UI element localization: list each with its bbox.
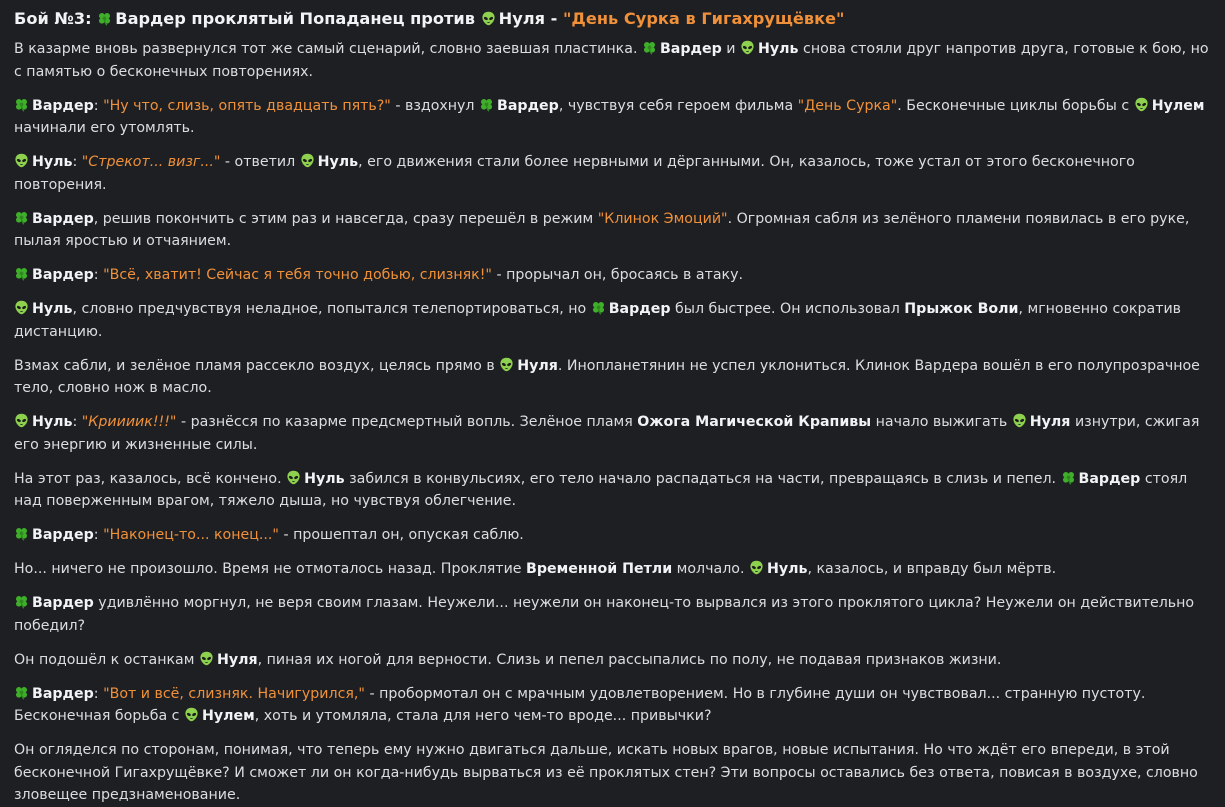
paragraph-5 [14, 264, 1211, 287]
four-leaf-clover-icon [14, 685, 29, 700]
text: . Огромная сабля из зелёного пламени появилась в его руке, пылая яростью и отчаянием. [14, 210, 1190, 249]
quote: "День Сурка" [797, 97, 898, 114]
name-nul: Нуль [32, 414, 73, 430]
name-vardar: Вардер [608, 301, 671, 317]
text: Он подошёл к останкам [14, 651, 195, 668]
text: забился в конвульсиях, его тело начало распадаться на части, превращаясь в слизь и пепел. [349, 470, 1057, 487]
name-nul: Нуль [32, 154, 73, 170]
name-nul: Нуля [216, 651, 258, 668]
paragraph-4 [14, 208, 1211, 253]
four-leaf-clover-icon [14, 266, 29, 281]
paragraph-2 [14, 95, 1211, 140]
title-dash: - [550, 9, 558, 28]
text: , его движения стали более нервными и дёрганными. Он, казалось, тоже устал от этого бесконечного повторения. [14, 154, 1135, 193]
text: молчало. [676, 561, 745, 577]
paragraph-13 [14, 649, 1211, 672]
name-vardar: Вардер [32, 267, 94, 283]
name-vardar: Вардер [32, 595, 94, 611]
name-vardar: Вардер [32, 685, 94, 702]
title-episode: "День Сурка в Гигахрущёвке" [563, 9, 845, 28]
text: стоял над поверженным врагом, тяжело дыша, но чувствуя облегчение. [14, 470, 1188, 509]
paragraph-1 [14, 38, 1211, 83]
name-nul: Нуля [517, 357, 558, 374]
text: . Инопланетянин не успел уклониться. Клинок Вардера вошёл в его полупрозрачное тело, словно нож в масло. [14, 357, 1200, 396]
text: : [93, 267, 99, 283]
alien-icon [740, 40, 755, 55]
name-vardar: Вардер [659, 41, 722, 57]
alien-icon [184, 707, 199, 722]
paragraph-3 [14, 151, 1211, 196]
text: , казалось, и вправду был мёртв. [807, 561, 1057, 577]
alien-icon [300, 153, 315, 168]
title-vardar: Вардер проклятый Попаданец [115, 9, 405, 28]
name-nul: Нуль [32, 301, 73, 317]
text: , чувствуя себя героем фильма [558, 97, 794, 114]
paragraph-8 [14, 411, 1211, 456]
title-vs: против [410, 9, 475, 28]
name-vardar: Вардер [1078, 470, 1141, 487]
text: , пиная их ногой для верности. Слизь и пепел рассыпались по полу, не подавая признаков жизни. [257, 651, 1002, 668]
name-nul: Нуль [766, 561, 808, 577]
text: Он огляделся по сторонам, понимая, что теперь ему нужно двигаться дальше, искать новых врагов, новые испытания. Но что ждёт его впереди, в этой бесконечной Гигахрущёвке? И сможет ли он когда-нибудь вырваться из её проклятых стен? Эти вопросы оставались без ответа, повисая в воздухе, словно зловещее предзнаменование. [14, 742, 1198, 803]
paragraph-6 [14, 298, 1211, 343]
name-nul: Нулем [1151, 97, 1205, 114]
text: начинали его утомлять. [14, 120, 195, 136]
text: : [72, 154, 78, 170]
name-nul: Нуль [758, 41, 799, 57]
text: : [93, 685, 99, 702]
skill-name: Временной Петли [526, 561, 673, 577]
quote: "Наконец-то... конец..." [103, 527, 279, 543]
title-prefix: Бой №3: [14, 9, 92, 28]
alien-icon [14, 300, 29, 315]
text: - ответил [224, 154, 296, 170]
name-vardar: Вардер [497, 97, 559, 114]
text: был быстрее. Он использовал [675, 301, 900, 317]
text: - прорычал он, бросаясь в атаку. [496, 267, 744, 283]
quote: "Стрекот... визг..." [81, 154, 221, 170]
name-vardar: Вардер [32, 210, 94, 227]
name-vardar: Вардер [32, 527, 94, 543]
title-nul: Нуля [498, 9, 545, 28]
text: - пробормотал он с мрачным удовлетворением. Но в глубине души он чувствовал... странную пустоту. Бесконечная борьба с [14, 685, 1146, 724]
alien-icon [1134, 97, 1149, 112]
text: : [93, 527, 99, 543]
text: На этот раз, казалось, всё кончено. [14, 470, 282, 487]
four-leaf-clover-icon [479, 97, 494, 112]
text: - прошептал он, опуская саблю. [283, 527, 524, 543]
four-leaf-clover-icon [14, 97, 29, 112]
text: , мгновенно сократив дистанцию. [14, 301, 1182, 340]
name-nul: Нуля [1029, 414, 1071, 430]
text: снова стояли друг напротив друга, готовые к бою, но с памятью о бесконечных повторениях. [14, 41, 1209, 80]
text: , словно предчувствуя неладное, попытался телепортироваться, но [72, 301, 587, 317]
name-vardar: Вардер [32, 97, 94, 114]
alien-icon [14, 413, 29, 428]
paragraph-7 [14, 355, 1211, 400]
name-nul: Нуль [304, 470, 345, 487]
paragraph-10 [14, 524, 1211, 547]
text: В казарме вновь развернулся тот же самый сценарий, словно заевшая пластинка. [14, 41, 638, 57]
skill-name: Ожога Магической Крапивы [637, 414, 872, 430]
paragraph-15 [14, 739, 1211, 807]
text: удивлённо моргнул, не веря своим глазам. Неужели... неужели он наконец-то вырвался из этого проклятого цикла? Неужели он действительно победил? [14, 595, 1195, 634]
four-leaf-clover-icon [642, 40, 657, 55]
message-title [14, 8, 1211, 30]
text: - вздохнул [395, 97, 475, 114]
text: и [726, 41, 736, 57]
paragraph-9 [14, 468, 1211, 513]
four-leaf-clover-icon [14, 594, 29, 609]
paragraph-11 [14, 558, 1211, 581]
quote: "Криииик!!!" [81, 414, 177, 430]
text: . Бесконечные циклы борьбы с [897, 97, 1130, 114]
text: : [93, 97, 99, 114]
paragraph-12 [14, 592, 1211, 637]
text: : [72, 414, 78, 430]
four-leaf-clover-icon [591, 300, 606, 315]
alien-icon [481, 11, 496, 26]
skill-name: Прыжок Воли [904, 301, 1019, 317]
text: начало выжигать [875, 414, 1008, 430]
four-leaf-clover-icon [1061, 470, 1076, 485]
four-leaf-clover-icon [14, 210, 29, 225]
alien-icon [199, 651, 214, 666]
paragraph-14 [14, 683, 1211, 728]
name-nul: Нуль [317, 154, 359, 170]
quote: "Вот и всё, слизняк. Начигурился," [103, 685, 365, 702]
quote: "Клинок Эмоций" [597, 210, 728, 227]
four-leaf-clover-icon [14, 526, 29, 541]
quote: "Ну что, слизь, опять двадцать пять?" [103, 97, 391, 114]
text: , решив покончить с этим раз и навсегда, сразу перешёл в режим [93, 210, 594, 227]
alien-icon [286, 470, 301, 485]
alien-icon [1012, 413, 1027, 428]
name-nul: Нулем [201, 708, 255, 724]
text: , хоть и утомляла, стала для него чем-то вроде... привычки? [254, 708, 712, 724]
alien-icon [14, 153, 29, 168]
quote: "Всё, хватит! Сейчас я тебя точно добью, слизняк!" [103, 267, 492, 283]
alien-icon [749, 560, 764, 575]
text: изнутри, сжигая его энергию и жизненные силы. [14, 414, 1200, 453]
text: Но... ничего не произошло. Время не отмоталось назад. Проклятие [14, 561, 522, 577]
text: - разнёсся по казарме предсмертный вопль. Зелёное пламя [180, 414, 633, 430]
alien-icon [499, 357, 514, 372]
text: Взмах сабли, и зелёное пламя рассекло воздух, целясь прямо в [14, 357, 495, 374]
four-leaf-clover-icon [97, 11, 112, 26]
